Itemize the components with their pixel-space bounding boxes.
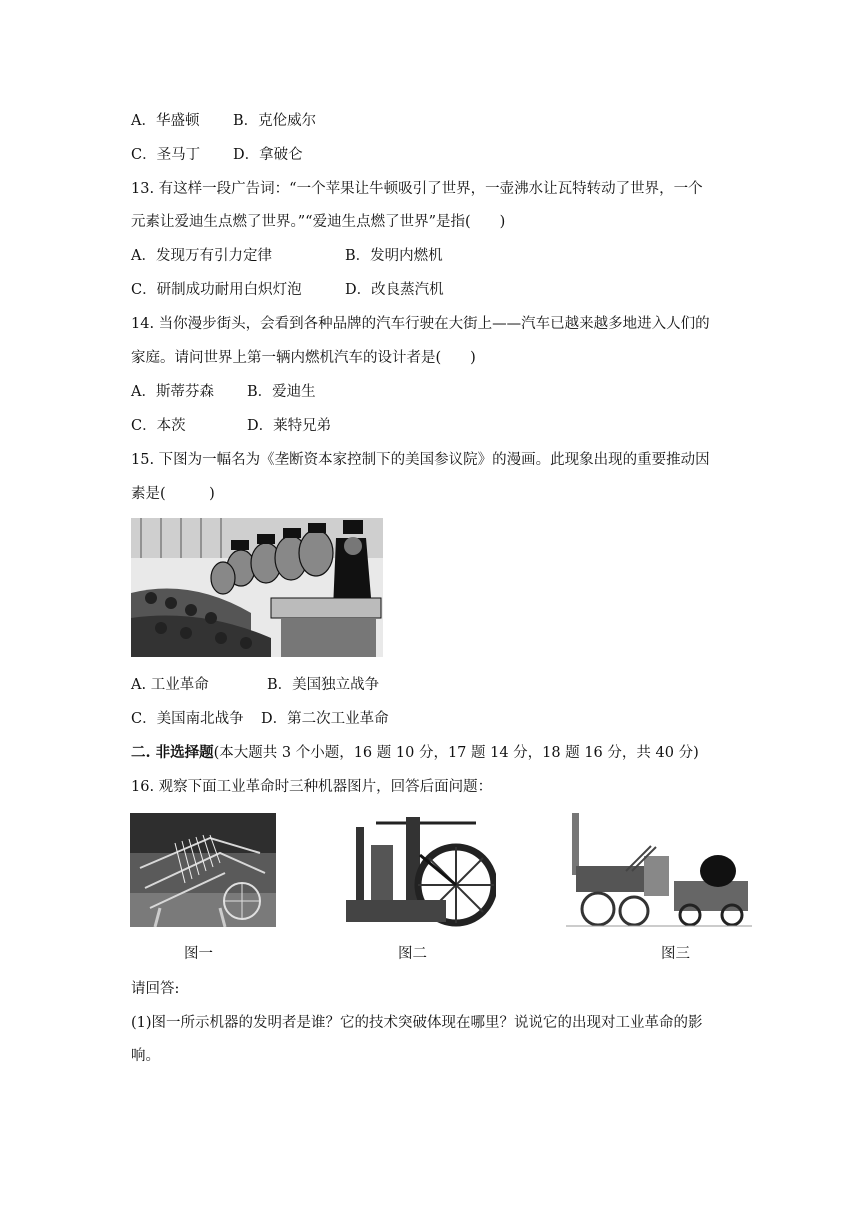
- senate-cartoon-drawing: [131, 518, 383, 657]
- q13-option-c: C．研制成功耐用白炽灯泡: [131, 282, 302, 298]
- q12-option-a: A．华盛顿: [131, 113, 200, 129]
- section2-title: 二. 非选择题: [131, 744, 214, 761]
- q14-option-b: B．爱迪生: [247, 384, 316, 400]
- q13-option-a: A．发现万有引力定律: [131, 248, 272, 264]
- q15-stem-line2: 素是( ): [131, 486, 215, 502]
- figure3-caption: 图三: [661, 946, 690, 962]
- spinning-jenny-drawing: [130, 813, 276, 927]
- q16-intro: 16. 观察下面工业革命时三种机器图片，回答后面问题：: [131, 779, 493, 795]
- q13-option-d: D．改良蒸汽机: [345, 282, 444, 298]
- q16-please-answer: 请回答:: [131, 981, 180, 997]
- q15-stem-line1: 15. 下图为一幅名为《垄断资本家控制下的美国参议院》的漫画。此现象出现的重要推动因: [131, 452, 710, 468]
- q14-stem-line1: 14. 当你漫步街头，会看到各种品牌的汽车行驶在大街上——汽车已越来越多地进入人们的: [131, 316, 710, 332]
- section2-note: (本大题共 3 个小题，16 题 10 分，17 题 14 分，18 题 16 分，共 40 分): [213, 745, 699, 761]
- q15-option-b: B．美国独立战争: [267, 677, 380, 693]
- q13-options-row2: [131, 280, 444, 300]
- figure2-image: [336, 815, 496, 928]
- locomotive-drawing: [566, 811, 752, 929]
- q15-option-c: C．美国南北战争: [131, 711, 244, 727]
- q13-options-row1: [131, 246, 443, 266]
- q15-option-a: A. 工业革命: [131, 677, 209, 693]
- figure1-caption: 图一: [184, 946, 213, 962]
- q15-options-row1: [131, 675, 379, 695]
- q13-stem-line2: 元素让爱迪生点燃了世界。”“爱迪生点燃了世界”是指( ): [131, 214, 506, 230]
- q12-option-d: D．拿破仑: [233, 147, 303, 163]
- q12-option-b: B．克伦威尔: [233, 113, 317, 129]
- q12-option-c: C．圣马丁: [131, 147, 201, 163]
- q13-option-b: B．发明内燃机: [345, 248, 443, 264]
- q12-options-row1: [131, 111, 316, 131]
- q12-options-row2: [131, 145, 303, 165]
- figure3-image: [566, 811, 752, 929]
- q13-stem-line1: 13. 有这样一段广告词：“一个苹果让牛顿吸引了世界，一壶沸水让瓦特转动了世界，一个: [131, 181, 703, 197]
- figure1-image: [130, 813, 276, 927]
- figure2-caption: 图二: [398, 946, 427, 962]
- q14-options-row1: [131, 382, 316, 402]
- section2-heading: [131, 743, 699, 763]
- q14-options-row2: [131, 416, 331, 436]
- q14-option-d: D．莱特兄弟: [247, 418, 332, 434]
- q16-sub1-line2: 响。: [131, 1048, 160, 1064]
- q14-option-a: A．斯蒂芬森: [131, 384, 214, 400]
- q16-sub1-line1: (1)图一所示机器的发明者是谁？它的技术突破体现在哪里？说说它的出现对工业革命的影: [131, 1015, 703, 1031]
- senate-cartoon-image: [131, 518, 383, 657]
- q15-option-d: D．第二次工业革命: [261, 711, 389, 727]
- q14-option-c: C．本茨: [131, 418, 186, 434]
- steam-engine-drawing: [336, 815, 496, 928]
- q15-options-row2: [131, 709, 389, 729]
- q14-stem-line2: 家庭。请问世界上第一辆内燃机汽车的设计者是( ): [131, 350, 476, 366]
